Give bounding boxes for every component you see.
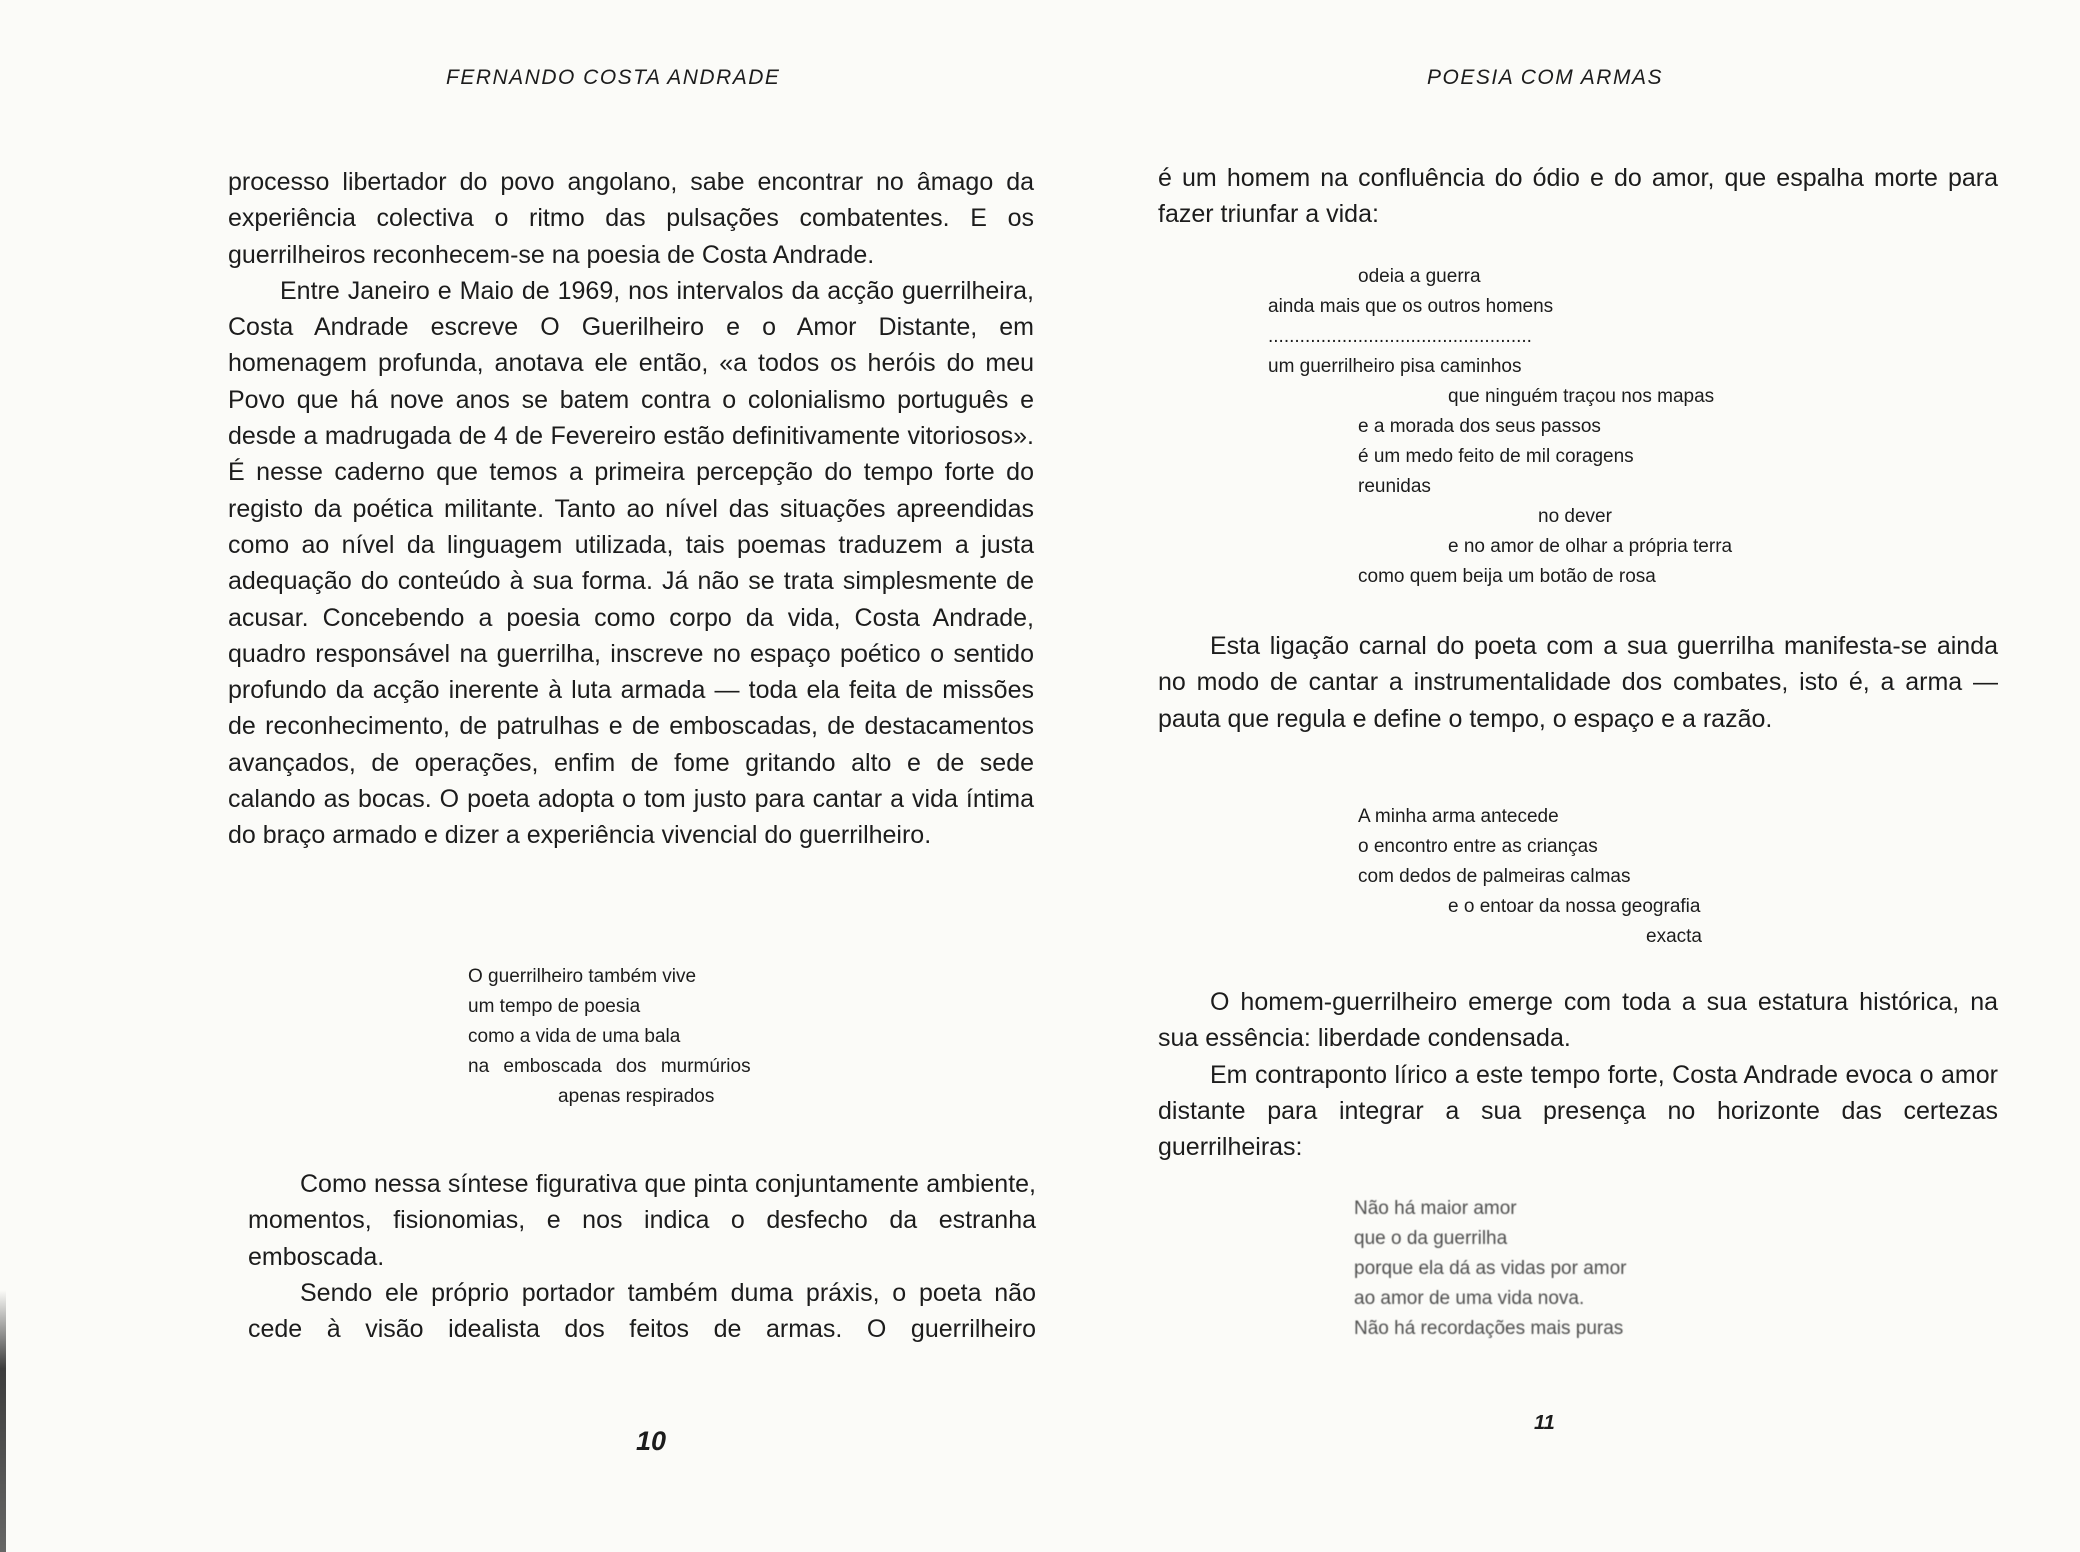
poem-line: Não há recordações mais puras: [1354, 1318, 1624, 1339]
paragraph: processo libertador do povo angolano, sabe encontrar no âmago da experiência colectiva o ritmo das pulsações combatentes. E os guerrilheiros reconhecem-se na poesia de Costa Andrade.: [228, 168, 1034, 269]
poem-line: é um medo feito de mil coragens: [1358, 446, 1634, 467]
running-header-author: FERNANDO COSTA ANDRADE: [446, 66, 781, 89]
poem-line: como quem beija um botão de rosa: [1358, 566, 1656, 587]
poem-line: odeia a guerra: [1358, 266, 1481, 287]
page-number-left: 10: [636, 1426, 667, 1456]
paragraph: Em contraponto lírico a este tempo forte, Costa Andrade evoca o amor distante para integrar a sua presença no horizonte das certezas guerrilheiras:: [1158, 1060, 1998, 1162]
paragraph: é um homem na confluência do ódio e do amor, que espalha morte para fazer triunfar a vida:: [1158, 164, 1998, 229]
left-body-text-top: [228, 164, 1034, 854]
poem-line: ..................................................: [1268, 326, 1532, 347]
poem-line: e a morada dos seus passos: [1358, 416, 1601, 437]
poem-line: reunidas: [1358, 476, 1431, 497]
poem-line: ainda mais que os outros homens: [1268, 296, 1554, 317]
right-body-text-3: [1158, 984, 1998, 1165]
paragraph: Sendo ele próprio portador também duma práxis, o poeta não cede à visão idealista dos feitos de armas. O guerrilheiro: [248, 1278, 1036, 1344]
poem-line: exacta: [1646, 926, 1702, 947]
running-header-title: POESIA COM ARMAS: [1427, 66, 1663, 89]
poem-line: que o da guerrilha: [1354, 1228, 1508, 1249]
page-number-right: 11: [1534, 1412, 1555, 1434]
paragraph: Entre Janeiro e Maio de 1969, nos intervalos da acção guerrilheira, Costa Andrade escreve O Guerilheiro e o Amor Distante, em homenagem profunda, anotava ele então, «a todos os heróis do meu Povo que há nove anos se batem contra o colonialismo português e desde a madrugada de 4 de Fevereiro estão definitivamente vitoriosos». É nesse caderno que temos a primeira percepção do tempo forte do registo da poética militante. Tanto ao nível das situações apreendidas como ao nível da linguagem utilizada, tais poemas traduzem a justa adequação do conteúdo à sua forma. Já não se trata simplesmente de acusar. Concebendo a poesia como corpo da vida, Costa Andrade, quadro responsável na guerrilha, inscreve no espaço poético o sentido profundo da acção inerente à luta armada — toda ela feita de missões de reconhecimento, de patrulhas e de emboscadas, de destacamentos avançados, de operações, enfim de fome gritando alto e de sede calando as bocas. O poeta adopta o tom justo para cantar a vida íntima do braço armado e dizer a experiência vivencial do guerrilheiro.: [228, 276, 1034, 850]
poem-line: porque ela dá as vidas por amor: [1354, 1258, 1627, 1279]
right-body-text-2: [1158, 628, 1998, 737]
paragraph: O homem-guerrilheiro emerge com toda a sua estatura histórica, na sua essência: liberdade condensada.: [1158, 988, 1998, 1053]
poem-line: e o entoar da nossa geografia: [1448, 896, 1701, 917]
poem-line: ao amor de uma vida nova.: [1354, 1288, 1585, 1309]
poem-line: o encontro entre as crianças: [1358, 836, 1598, 857]
poem-line: um guerrilheiro pisa caminhos: [1268, 356, 1522, 377]
poem-line: e no amor de olhar a própria terra: [1448, 536, 1733, 557]
poem-line: como a vida de uma bala: [468, 1026, 681, 1047]
left-body-text-bottom: [248, 1166, 1036, 1347]
paragraph: Como nessa síntese figurativa que pinta conjuntamente ambiente, momentos, fisionomias, e nos indica o desfecho da estranha emboscada.: [248, 1170, 1036, 1271]
right-page: [1040, 0, 2080, 1552]
poem-line: na emboscada dos murmúrios: [468, 1056, 751, 1077]
poem-line: com dedos de palmeiras calmas: [1358, 866, 1631, 887]
right-body-text-1: [1158, 160, 1998, 233]
poem-line: um tempo de poesia: [468, 996, 641, 1017]
paragraph: Esta ligação carnal do poeta com a sua guerrilha manifesta-se ainda no modo de cantar a instrumentalidade dos combates, isto é, a arma — pauta que regula e define o tempo, o espaço e a razão.: [1158, 632, 1998, 733]
poem-line: no dever: [1538, 506, 1612, 527]
poem-line: apenas respirados: [558, 1086, 715, 1107]
poem-line: A minha arma antecede: [1358, 806, 1559, 827]
poem-line: Não há maior amor: [1354, 1198, 1517, 1219]
poem-line: O guerrilheiro também vive: [468, 966, 697, 987]
poem-line: que ninguém traçou nos mapas: [1448, 386, 1715, 407]
